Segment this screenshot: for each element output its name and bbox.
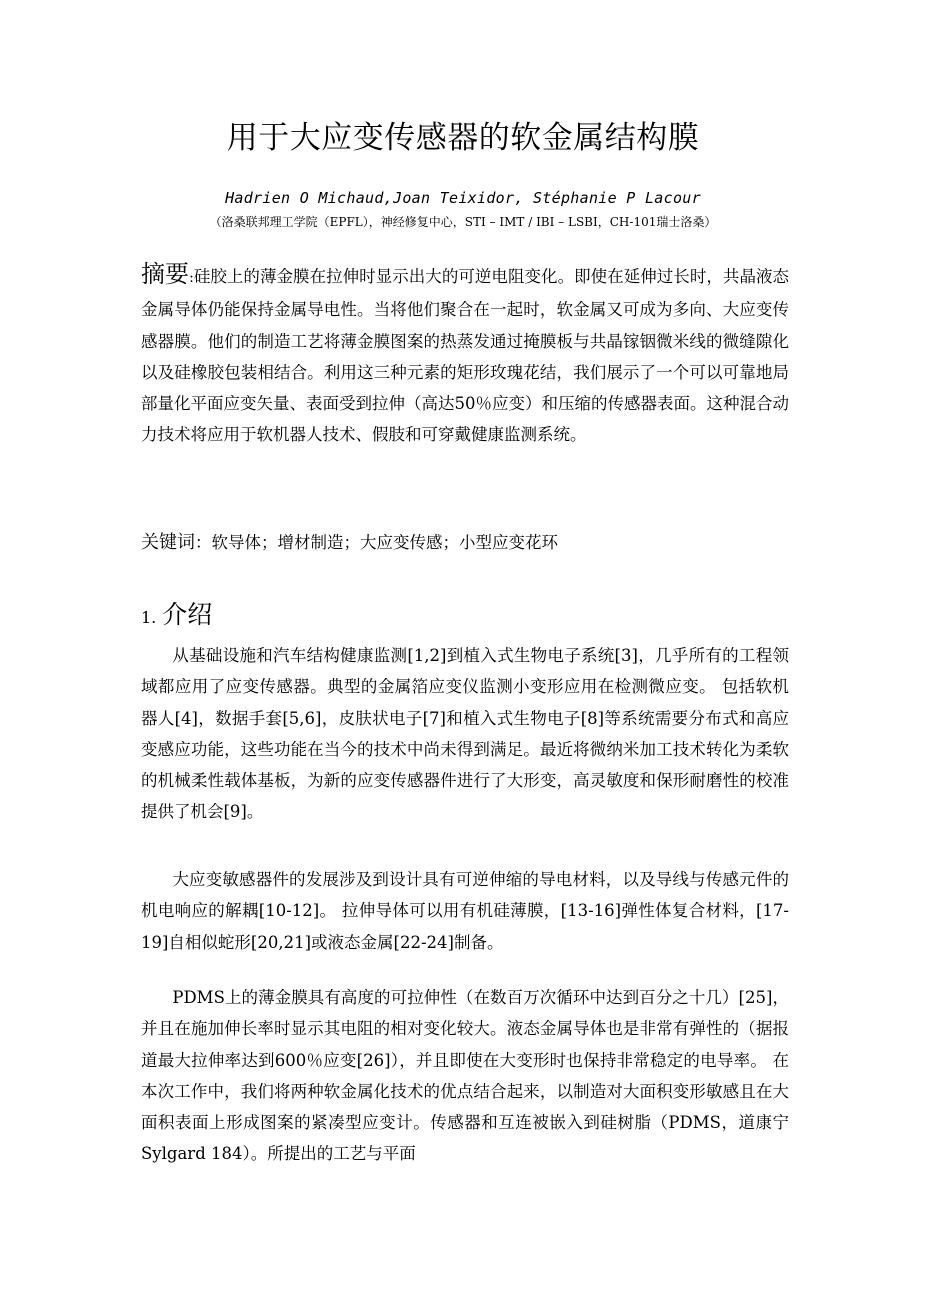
intro-paragraph-2: 大应变敏感器件的发展涉及到设计具有可逆伸缩的导电材料，以及导线与传感元件的机电响应的解耦[10-12]。 拉伸导体可以用有机硅薄膜，[13-16]弹性体复合材料，[17-19]自相似蛇形[20,21]或液态金属[22-24]制备。 xyxy=(141,870,789,952)
author-affiliation: （洛桑联邦理工学院（EPFL），神经修复中心，STI – IMT / IBI – LSBI，CH-101瑞士洛桑） xyxy=(209,215,717,229)
paper-title: 用于大应变传感器的软金属结构膜 xyxy=(226,120,700,156)
keywords-label: 关键词 xyxy=(141,532,195,553)
keywords-text: 软导体；增材制造；大应变传感；小型应变花环 xyxy=(211,533,558,552)
author-list: Hadrien O Michaud,Joan Teixidor, Stéphanie P Lacour xyxy=(225,189,701,207)
abstract-text: 硅胶上的薄金膜在拉伸时显示出大的可逆电阻变化。即使在延伸过长时，共晶液态金属导体仍能保持金属导电性。当将他们聚合在一起时，软金属又可成为多向、大应变传感器膜。他们的制造工艺将薄金膜图案的热蒸发通过掩膜板与共晶镓铟微米线的微缝隙化以及硅橡胶包装相结合。利用这三种元素的矩形玫瑰花结，我们展示了一个可以可靠地局部量化平面应变矢量、表面受到拉伸（高达50％应变）和压缩的传感器表面。这种混合动力技术将应用于软机器人技术、假肢和可穿戴健康监测系统。 xyxy=(141,267,790,445)
abstract-paragraph xyxy=(141,259,789,451)
abstract-label: 摘要 xyxy=(141,260,190,288)
section-heading-introduction xyxy=(141,597,212,636)
section-number: 1. xyxy=(141,608,157,627)
intro-paragraph-1: 从基础设施和汽车结构健康监测[1,2]到植入式生物电子系统[3]，几乎所有的工程领域都应用了应变传感器。典型的金属箔应变仪监测小变形应用在检测微应变。 包括软机器人[4]，数据手套[5,6]，皮肤状电子[7]和植入式生物电子[8]等系统需要分布式和高应变感应功能，这些功能在当今的技术中尚未得到满足。最近将微纳米加工技术转化为柔软的机械柔性载体基板，为新的应变传感器件进行了大形变，高灵敏度和保形耐磨性的校准提供了机会[9]。 xyxy=(141,646,789,822)
keywords-label-colon: ： xyxy=(195,533,212,552)
intro-paragraph-3: PDMS上的薄金膜具有高度的可拉伸性（在数百万次循环中达到百分之十几）[25]，并且在施加伸长率时显示其电阻的相对变化较大。液态金属导体也是非常有弹性的（据报道最大拉伸率达到600％应变[26]），并且即使在大变形时也保持非常稳定的电导率。 在本次工作中，我们将两种软金属化技术的优点结合起来，以制造对大面积变形敏感且在大面积表面上形成图案的紧凑型应变计。传感器和互连被嵌入到硅树脂（PDMS，道康宁Sylgard 184）。所提出的工艺与平面 xyxy=(141,988,789,1164)
section-title: 介绍 xyxy=(162,600,213,629)
abstract-label-colon: : xyxy=(189,270,194,286)
keywords-line xyxy=(141,527,789,558)
